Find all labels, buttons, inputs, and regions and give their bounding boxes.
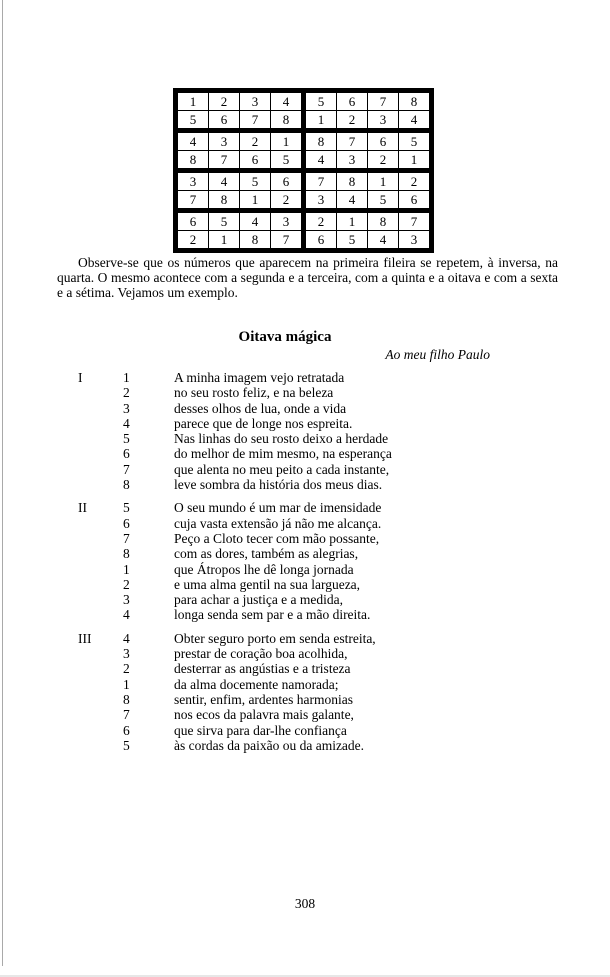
poem-line [0,677,610,692]
stanza-numeral [78,661,123,676]
verse-number: 2 [123,385,130,401]
verse-text: e uma alma gentil na sua largueza, [174,576,361,592]
grid-cell: 7 [271,231,304,251]
grid-cell: 5 [271,151,304,171]
page-number: 308 [294,896,316,911]
grid-cell: 4 [271,91,304,111]
verse-text: Nas linhas do seu rosto deixo a herdade [174,431,389,447]
verse-number: 4 [123,415,130,431]
stanza [0,631,610,753]
grid-cell: 6 [209,111,240,131]
poem-line [0,607,610,622]
verse-number: 1 [123,561,130,577]
grid-cell: 3 [399,231,432,251]
grid-cell: 1 [176,91,209,111]
poem-line [0,477,610,492]
grid-cell: 5 [209,211,240,231]
verse-text: que sirva para dar-lhe confiança [174,722,347,738]
grid-cell: 5 [337,231,368,251]
poem [0,370,610,761]
grid-row [176,151,432,171]
verse-number: 7 [123,530,130,546]
poem-line [0,661,610,676]
verse-text: no seu rosto feliz, e na beleza [174,385,334,401]
stanza-numeral [78,677,123,692]
stanza-numeral [78,431,123,446]
grid-cell: 7 [209,151,240,171]
verse-number: 4 [123,607,130,623]
stanza-numeral [78,577,123,592]
grid-row [176,191,432,211]
grid-cell: 8 [399,91,432,111]
poem-line [0,631,610,646]
verse-number: 6 [123,446,130,462]
verse-text: para achar a justiça e a medida, [174,592,344,608]
verse-number: 6 [123,515,130,531]
poem-line [0,401,610,416]
verse-text: cuja vasta extensão já não me alcança. [174,515,382,531]
stanza-numeral [78,707,123,722]
grid-cell: 3 [271,211,304,231]
poem-title: Oitava mágica [238,329,332,345]
grid-row [176,211,432,231]
grid-cell: 4 [209,171,240,191]
verse-number: 3 [123,592,130,608]
grid-cell: 6 [337,91,368,111]
poem-line [0,431,610,446]
grid-cell: 3 [209,131,240,151]
verse-text: leve sombra da história dos meus dias. [174,477,383,493]
grid-cell: 8 [176,151,209,171]
grid-cell: 7 [337,131,368,151]
verse-text: prestar de coração boa acolhida, [174,646,348,662]
grid-cell: 1 [399,151,432,171]
magic-square-table [173,88,434,253]
grid-cell: 4 [176,131,209,151]
stanza-numeral [78,592,123,607]
grid-cell: 1 [337,211,368,231]
verse-text: que Átropos lhe dê longa jornada [174,561,354,577]
verse-number: 8 [123,477,130,493]
stanza-numeral [78,531,123,546]
grid-cell: 7 [176,191,209,211]
poem-line [0,370,610,385]
verse-number: 3 [123,400,130,416]
verse-text: desterrar as angústias e a tristeza [174,661,351,677]
poem-line [0,738,610,753]
grid-cell: 2 [399,171,432,191]
grid-cell: 1 [209,231,240,251]
grid-cell: 4 [304,151,337,171]
verse-number: 6 [123,722,130,738]
grid-cell: 3 [368,111,399,131]
verse-number: 8 [123,546,130,562]
poem-line [0,692,610,707]
grid-row [176,91,432,111]
verse-text: do melhor de mim mesmo, na esperança [174,446,392,462]
verse-text: nos ecos da palavra mais galante, [174,707,354,723]
poem-line [0,562,610,577]
grid-cell: 8 [304,131,337,151]
grid-row [176,111,432,131]
stanza-numeral: III [78,630,92,646]
grid-cell: 8 [337,171,368,191]
verse-number: 3 [123,646,130,662]
verse-text: Obter seguro porto em senda estreita, [174,630,376,646]
grid-cell: 1 [240,191,271,211]
grid-cell: 8 [271,111,304,131]
verse-text: que alenta no meu peito a cada instante, [174,461,390,477]
grid-cell: 3 [240,91,271,111]
grid-cell: 7 [240,111,271,131]
grid-cell: 2 [337,111,368,131]
poem-line [0,385,610,400]
stanza [0,500,610,622]
magic-square-body [176,91,432,251]
verse-text: Peço a Cloto tecer com mão possante, [174,530,380,546]
grid-cell: 1 [368,171,399,191]
stanza-numeral [78,562,123,577]
stanza-numeral [78,738,123,753]
grid-cell: 1 [271,131,304,151]
poem-line [0,592,610,607]
grid-cell: 8 [240,231,271,251]
stanza [0,370,610,492]
grid-cell: 6 [399,191,432,211]
stanza-numeral [78,607,123,622]
poem-line [0,546,610,561]
poem-line [0,707,610,722]
poem-line [0,646,610,661]
grid-cell: 2 [271,191,304,211]
grid-cell: 2 [368,151,399,171]
grid-cell: 7 [304,171,337,191]
verse-text: às cordas da paixão ou da amizade. [174,737,365,753]
grid-cell: 4 [368,231,399,251]
grid-cell: 5 [304,91,337,111]
grid-cell: 5 [176,111,209,131]
grid-cell: 4 [399,111,432,131]
grid-cell: 6 [176,211,209,231]
grid-cell: 6 [240,151,271,171]
verse-text: parece que de longe nos espreita. [174,415,353,431]
verse-number: 7 [123,707,130,723]
verse-number: 5 [123,431,130,447]
verse-number: 8 [123,691,130,707]
stanza-numeral: II [78,500,87,516]
grid-cell: 7 [368,91,399,111]
stanza-numeral [78,462,123,477]
grid-cell: 2 [209,91,240,111]
grid-cell: 5 [368,191,399,211]
verse-number: 2 [123,576,130,592]
verse-text: longa senda sem par e a mão direita. [174,607,371,623]
stanza-numeral [78,446,123,461]
poem-line [0,723,610,738]
grid-cell: 1 [304,111,337,131]
grid-cell: 2 [304,211,337,231]
grid-row [176,171,432,191]
grid-cell: 2 [240,131,271,151]
verse-number: 7 [123,461,130,477]
verse-number: 1 [123,676,130,692]
grid-row [176,231,432,251]
grid-cell: 3 [176,171,209,191]
verse-number: 5 [123,500,130,516]
grid-cell: 7 [399,211,432,231]
poem-line [0,516,610,531]
stanza-numeral [78,385,123,400]
poem-line [0,531,610,546]
verse-text: A minha imagem vejo retratada [174,370,345,385]
poem-line [0,462,610,477]
grid-cell: 3 [337,151,368,171]
grid-cell: 8 [209,191,240,211]
stanza-numeral [78,646,123,661]
grid-cell: 8 [368,211,399,231]
grid-cell: 6 [271,171,304,191]
verse-text: desses olhos de lua, onde a vida [174,400,347,416]
stanza-numeral [78,546,123,561]
grid-row [176,131,432,151]
verse-text: sentir, enfim, ardentes harmonias [174,691,354,707]
stanza-numeral [78,401,123,416]
grid-cell: 6 [304,231,337,251]
verse-text: com as dores, também as alegrias, [174,546,359,562]
verse-number: 2 [123,661,130,677]
grid-cell: 5 [240,171,271,191]
stanza-numeral: I [78,370,83,385]
verse-number: 4 [123,630,130,646]
poem-line [0,577,610,592]
verse-text: da alma docemente namorada; [174,676,339,692]
poem-line [0,446,610,461]
grid-cell: 2 [176,231,209,251]
stanza-numeral [78,516,123,531]
poem-line [0,416,610,431]
grid-cell: 5 [399,131,432,151]
stanza-numeral [78,477,123,492]
stanza-numeral [78,692,123,707]
grid-cell: 6 [368,131,399,151]
verse-text: O seu mundo é um mar de imensidade [174,500,382,516]
poem-dedication: Ao meu filho Paulo [385,347,490,362]
verse-number: 5 [123,737,130,753]
grid-cell: 3 [304,191,337,211]
grid-cell: 4 [337,191,368,211]
stanza-numeral [78,723,123,738]
poem-line [0,500,610,515]
stanza-numeral [78,416,123,431]
verse-number: 1 [123,370,130,385]
explanatory-paragraph: Observe-se que os números que aparecem na primeira fileira se repetem, à inversa, na quarta. O mesmo acontece com a segunda e a terceira, com a quinta e a oitava e com a sexta e a sétima. Vejamos um exemplo. [57,255,558,301]
grid-cell: 4 [240,211,271,231]
